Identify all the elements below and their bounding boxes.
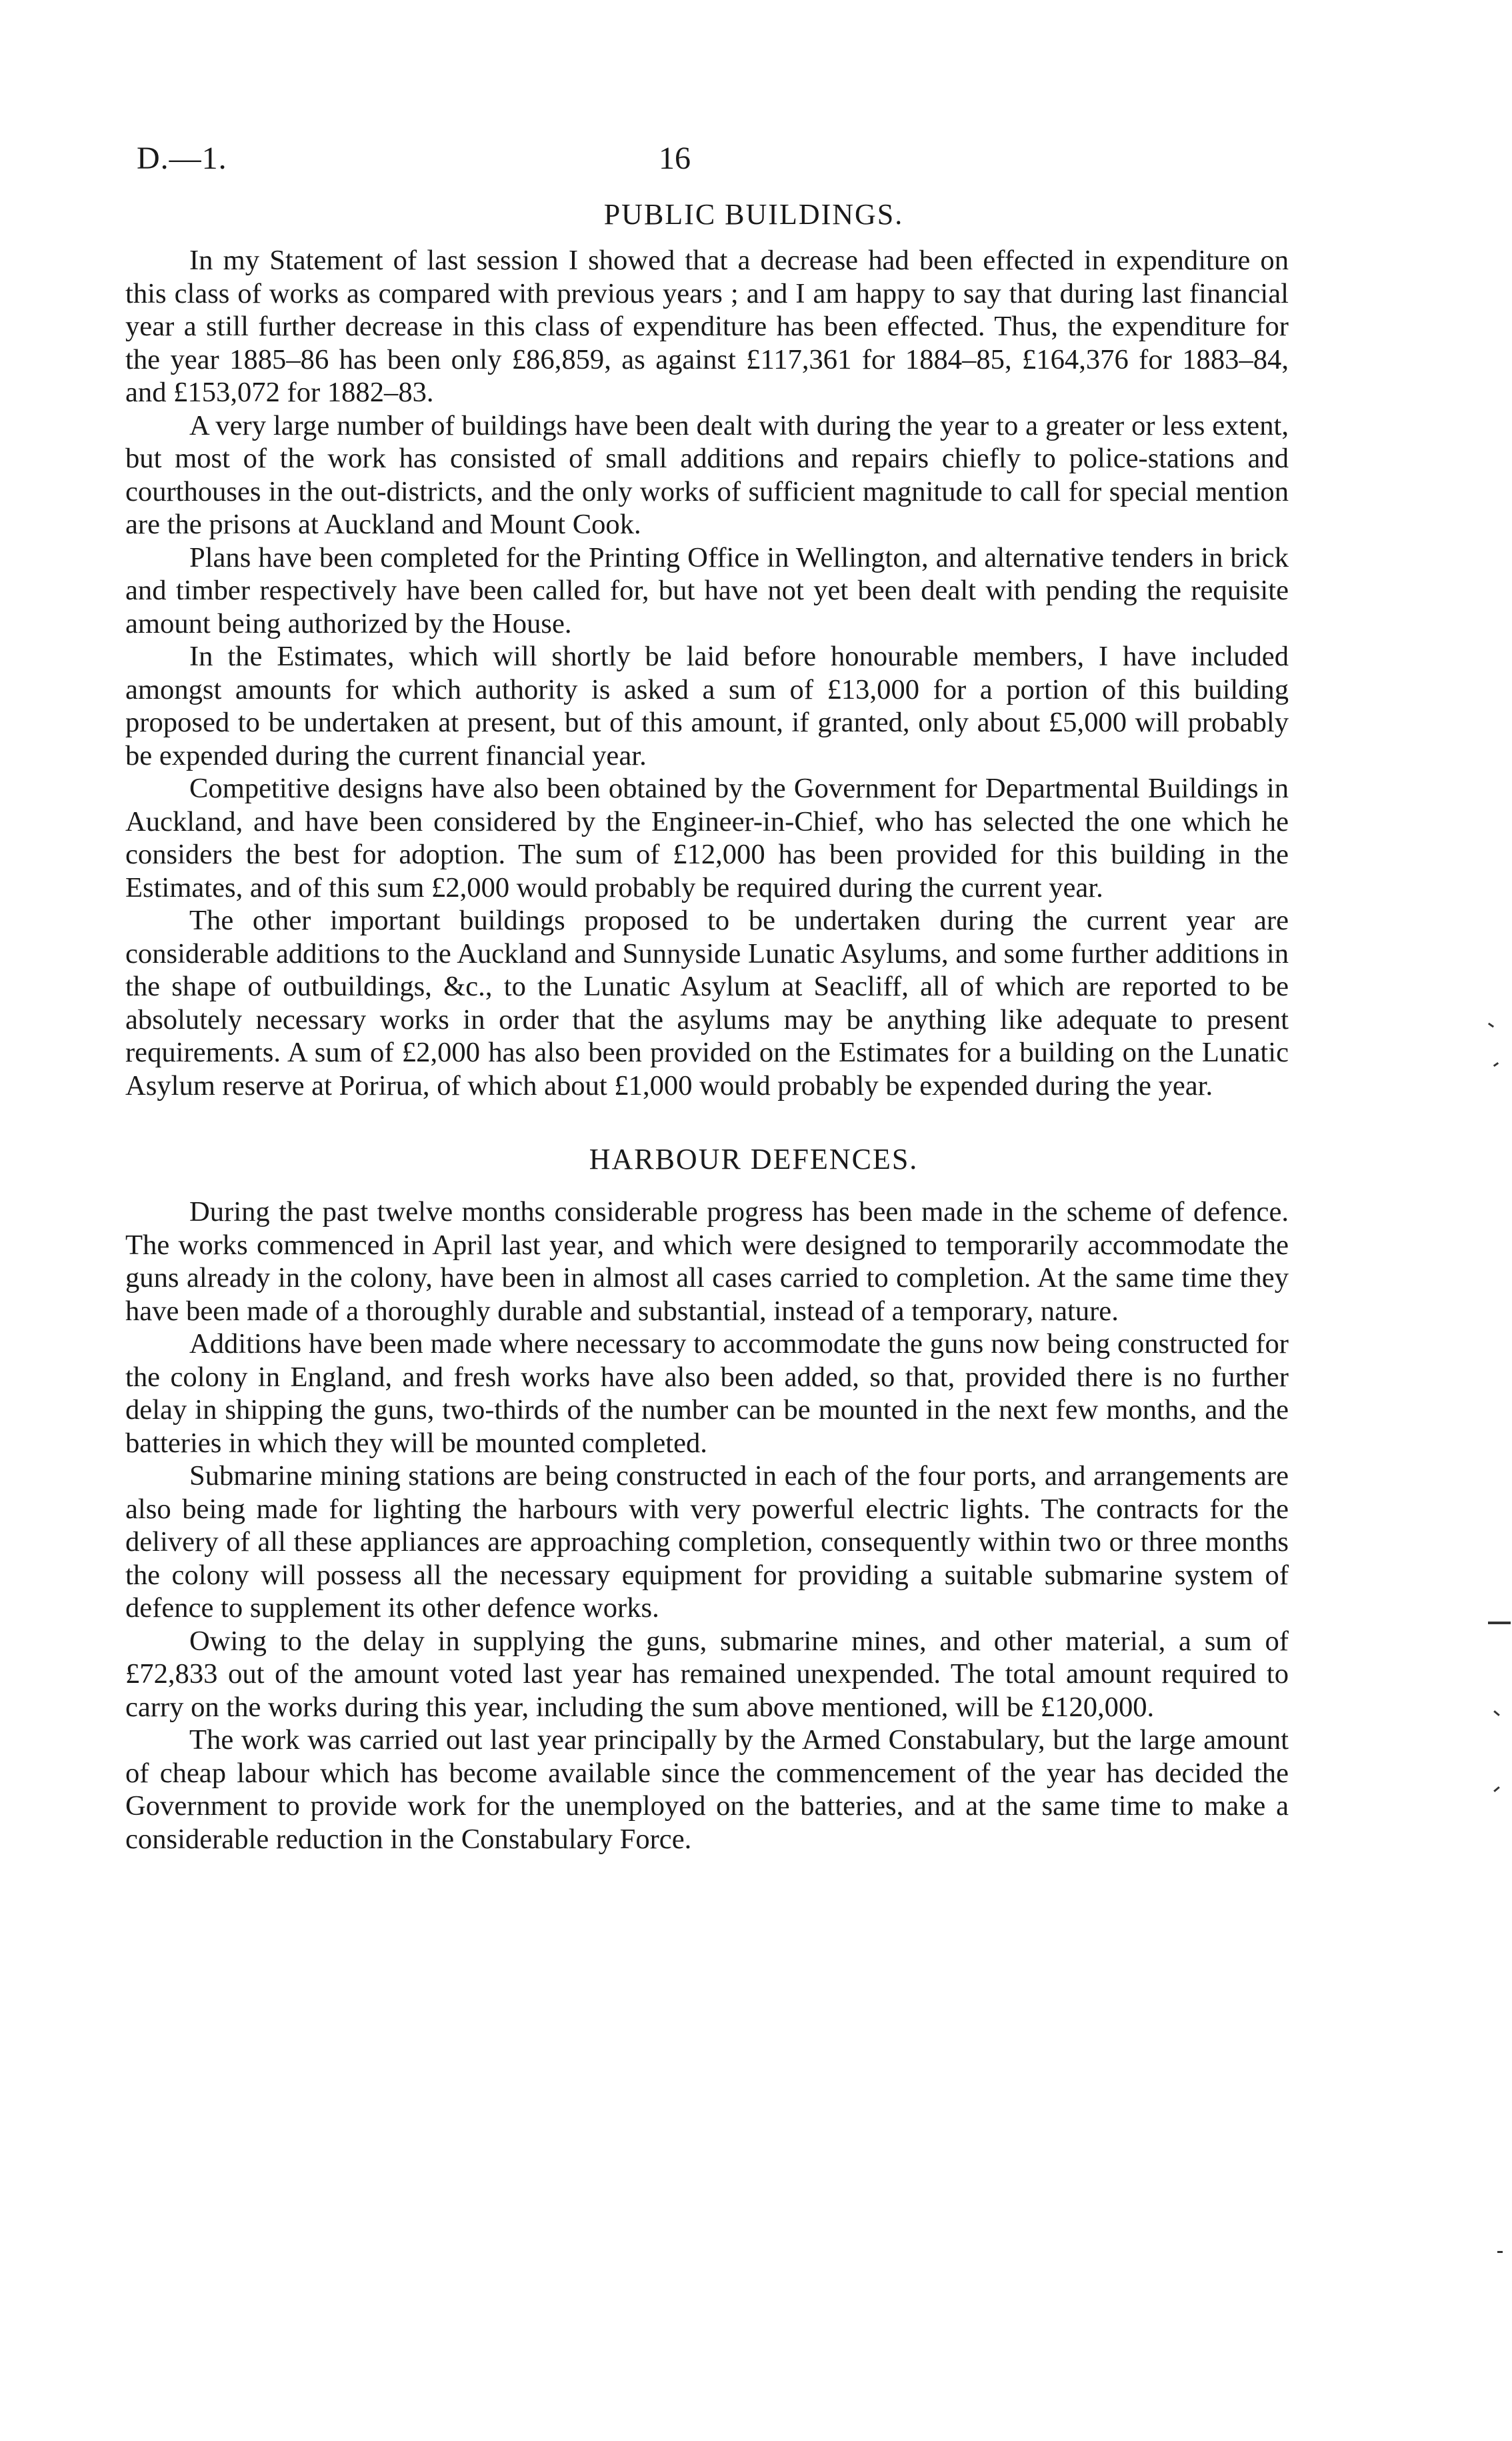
section-heading: HARBOUR DEFENCES. <box>589 1143 919 1175</box>
margin-mark <box>1493 1786 1500 1792</box>
paragraph: The work was carried out last year principally by the Armed Constabulary, but the large amount of cheap labour which has become available since the commencement of the year has decided the Government to provide work for the unemployed on the batteries, and at the same time to make a considerable reduction in the Constabulary Force. <box>125 1724 1289 1855</box>
paragraph: Owing to the delay in supplying the guns, submarine mines, and other material, a sum of £72,833 out of the amount voted last year has remained unexpended. The total amount required to carry on the works during this year, including the sum above mentioned, will be £120,000. <box>125 1625 1289 1723</box>
margin-mark <box>1488 1023 1494 1028</box>
margin-mark <box>1493 1062 1499 1067</box>
page-body <box>125 200 1289 1856</box>
paragraph: A very large number of buildings have been dealt with during the year to a greater or less extent, but most of the work has consisted of small additions and repairs chiefly to police-stations and courthouses in the out-districts, and the only works of sufficient magnitude to call for special mention are the prisons at Auckland and Mount Cook. <box>125 409 1289 540</box>
paragraph: Competitive designs have also been obtained by the Government for Departmental Buildings in Auckland, and have been considered by the Engineer-in-Chief, who has selected the one which he considers the best for adoption. The sum of £12,000 has been provided for this building in the Estimates, and of this sum £2,000 would probably be required during the current year. <box>125 773 1289 903</box>
section-harbour-defences <box>125 1145 1289 1856</box>
paragraph: The other important buildings proposed to be undertaken during the current year are considerable additions to the Auckland and Sunnyside Lunatic Asylums, and some further additions in the shape of outbuildings, &c., to the Lunatic Asylum at Seacliff, all of which are reported to be absolutely necessary works in order that the asylums may be anything like adequate to present requirements. A sum of £2,000 has also been provided on the Estimates for a building on the Lunatic Asylum reserve at Porirua, of which about £1,000 would probably be expended during the year. <box>125 905 1289 1101</box>
paragraph: In my Statement of last session I showed that a decrease had been effected in expenditure on this class of works as compared with previous years ; and I am happy to say that during last financial year a still further decrease in this class of expenditure has been effected. Thus, the expenditure for the year 1885–86 has been only £86,859, as against £117,361 for 1884–85, £164,376 for 1883–84, and £153,072 for 1882–83. <box>125 245 1289 408</box>
page-reference: D.—1. <box>137 141 227 176</box>
page-number: 16 <box>659 141 691 176</box>
paragraph: During the past twelve months considerable progress has been made in the scheme of defence. The works commenced in April last year, and which were designed to temporarily accommodate the guns already in the colony, have been in almost all cases carried to completion. At the same time they have been made of a thoroughly durable and substantial, instead of a temporary, nature. <box>125 1196 1289 1327</box>
margin-mark <box>1493 1710 1500 1716</box>
margin-mark <box>1497 2251 1503 2253</box>
paragraph: In the Estimates, which will shortly be laid before honourable members, I have included amongst amounts for which authority is asked a sum of £13,000 for a portion of this building proposed to be undertaken at present, but of this amount, if granted, only about £5,000 will probably be expended during the current financial year. <box>125 641 1289 771</box>
section-heading: PUBLIC BUILDINGS. <box>603 198 904 231</box>
paragraph: Submarine mining stations are being constructed in each of the four ports, and arrangements are also being made for lighting the harbours with very powerful electric lights. The contracts for the delivery of all these appliances are approaching completion, consequently within two or three months the colony will possess all the necessary equipment for providing a suitable submarine system of defence to supplement its other defence works. <box>125 1460 1289 1624</box>
section-public-buildings <box>125 200 1289 1102</box>
paragraph: Additions have been made where necessary to accommodate the guns now being constructed for the colony in England, and fresh works have also been added, so that, provided there is no further delay in shipping the guns, two-thirds of the number can be mounted in the next few months, and the batteries in which they will be mounted completed. <box>125 1328 1289 1459</box>
paragraph: Plans have been completed for the Printing Office in Wellington, and alternative tenders in brick and timber respectively have been called for, but have not yet been dealt with pending the requisite amount being authorized by the House. <box>125 541 1289 639</box>
margin-mark <box>1488 1622 1511 1624</box>
